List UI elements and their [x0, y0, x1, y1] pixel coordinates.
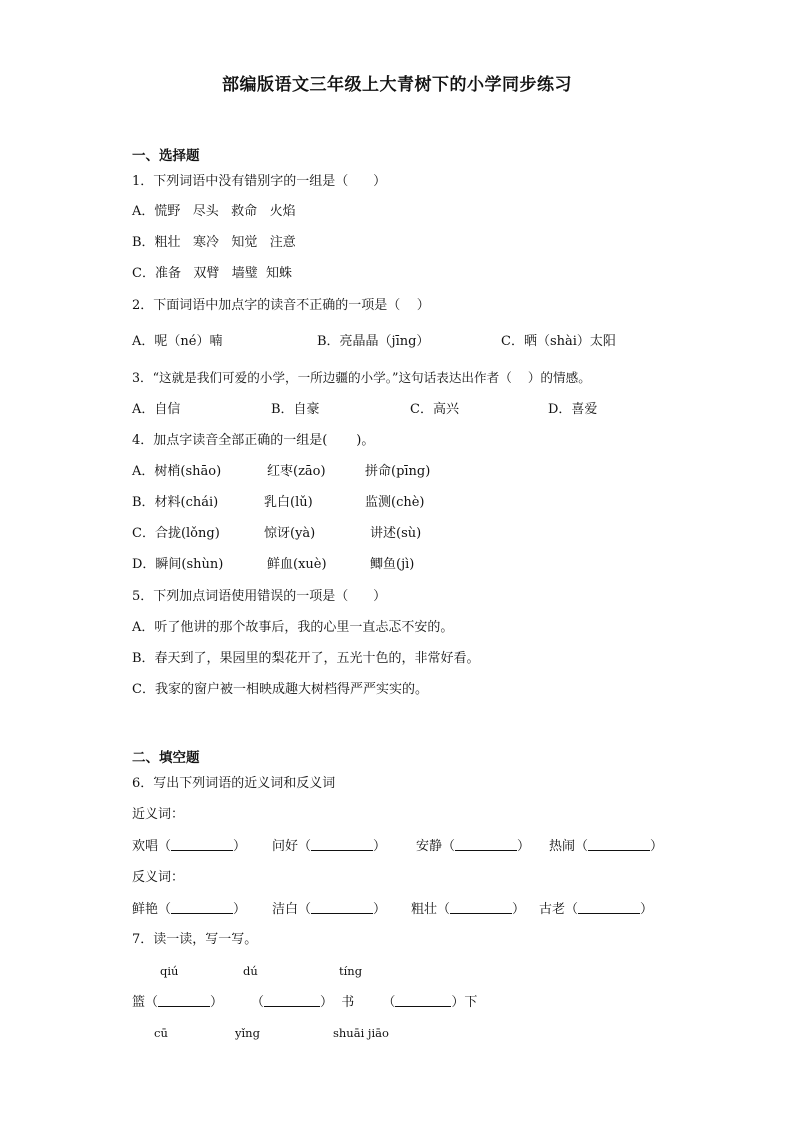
section-heading-fill: 二、填空题	[132, 750, 200, 766]
question-4-b-word1: B．材料(chái)	[132, 495, 219, 510]
antonym-item-1: 鲜艳（ ）	[132, 902, 247, 917]
antonym-item-2: 洁白（ ）	[272, 902, 387, 917]
answer-blank[interactable]	[171, 838, 233, 851]
question-2-option-c: C．晒（shài）太阳	[501, 334, 616, 349]
question-7-stem: 7．读一读，写一写。	[132, 932, 258, 947]
antonym-item-4: 古老（ ）	[539, 902, 654, 917]
pinyin-cu: cū	[154, 1026, 168, 1040]
page-title: 部编版语文三年级上大青树下的小学同步练习	[222, 75, 572, 95]
question-4-d-word2: 鲜血(xuè)	[267, 557, 327, 572]
question-5-option-c: C．我家的窗户被一相映成趣大树档得严严实实的。	[132, 682, 428, 697]
question-5-option-b: B．春天到了，果园里的梨花开了，五光十色的，非常好看。	[132, 651, 480, 666]
question-3-option-d: D．喜爱	[548, 402, 598, 417]
question-1-option-c: C．准备 双臂 墙璧 知蛛	[132, 266, 293, 281]
question-2-option-a: A．呢（né）喃	[132, 334, 223, 349]
question-1-option-a: A．慌野 尽头 救命 火焰	[132, 204, 296, 219]
question-5-option-a: A．听了他讲的那个故事后，我的心里一直忐忑不安的。	[132, 620, 454, 635]
synonym-item-1: 欢唱（ ）	[132, 839, 247, 854]
answer-blank[interactable]	[450, 901, 512, 914]
pinyin-shuaijiao: shuāi jiāo	[333, 1026, 389, 1040]
answer-blank[interactable]	[588, 838, 650, 851]
answer-blank[interactable]	[311, 901, 373, 914]
question-5-stem: 5．下列加点词语使用错误的一项是（ ）	[132, 589, 387, 604]
answer-blank[interactable]	[578, 901, 640, 914]
synonym-item-4: 热闹（ ）	[549, 839, 664, 854]
pinyin-write-row: 篮（ ） （ ） 书 （ ）下	[132, 995, 478, 1010]
pinyin-du: dú	[243, 964, 258, 978]
question-4-d-word1: D．瞬间(shùn)	[132, 557, 224, 572]
question-3-option-c: C．高兴	[410, 402, 459, 417]
question-4-a-word1: A．树梢(shāo)	[132, 464, 222, 479]
question-2-option-b: B．亮晶晶（jīng）	[317, 334, 430, 349]
synonym-item-2: 问好（ ）	[272, 839, 387, 854]
answer-blank[interactable]	[395, 994, 451, 1007]
section-heading-choice: 一、选择题	[132, 148, 200, 164]
answer-blank[interactable]	[311, 838, 373, 851]
answer-blank[interactable]	[264, 994, 320, 1007]
question-1-stem: 1．下列词语中没有错别字的一组是（ ）	[132, 174, 387, 189]
question-4-stem: 4．加点字读音全部正确的一组是( )。	[132, 433, 375, 448]
pinyin-ying: yǐng	[235, 1026, 260, 1040]
question-2-stem: 2．下面词语中加点字的读音不正确的一项是（ ）	[132, 298, 430, 313]
antonym-label: 反义词：	[132, 870, 185, 885]
question-4-b-word2: 乳白(lǔ)	[264, 495, 313, 510]
answer-blank[interactable]	[158, 994, 210, 1007]
question-4-b-word3: 监测(chè)	[365, 495, 425, 510]
question-3-option-a: A．自信	[132, 402, 181, 417]
synonym-label: 近义词：	[132, 807, 185, 822]
question-4-a-word2: 红枣(zāo)	[267, 464, 326, 479]
question-3-option-b: B．自豪	[271, 402, 320, 417]
answer-blank[interactable]	[455, 838, 517, 851]
question-4-c-word2: 惊讶(yà)	[264, 526, 316, 541]
antonym-item-3: 粗壮（ ）	[411, 902, 526, 917]
synonym-item-3: 安静（ ）	[416, 839, 531, 854]
question-4-a-word3: 拼命(pīng)	[365, 464, 431, 479]
question-4-c-word3: 讲述(sù)	[370, 526, 422, 541]
question-6-stem: 6．写出下列词语的近义词和反义词	[132, 776, 336, 791]
pinyin-qiu: qiú	[160, 964, 179, 978]
pinyin-ting: tíng	[339, 964, 363, 978]
question-1-option-b: B．粗壮 寒冷 知觉 注意	[132, 235, 296, 250]
answer-blank[interactable]	[171, 901, 233, 914]
question-4-c-word1: C．合拢(lǒng)	[132, 526, 220, 541]
question-4-d-word3: 鲫鱼(jì)	[370, 557, 415, 572]
question-3-stem: 3．“这就是我们可爱的小学，一所边疆的小学。”这句话表达出作者（ ）的情感。	[132, 370, 591, 385]
